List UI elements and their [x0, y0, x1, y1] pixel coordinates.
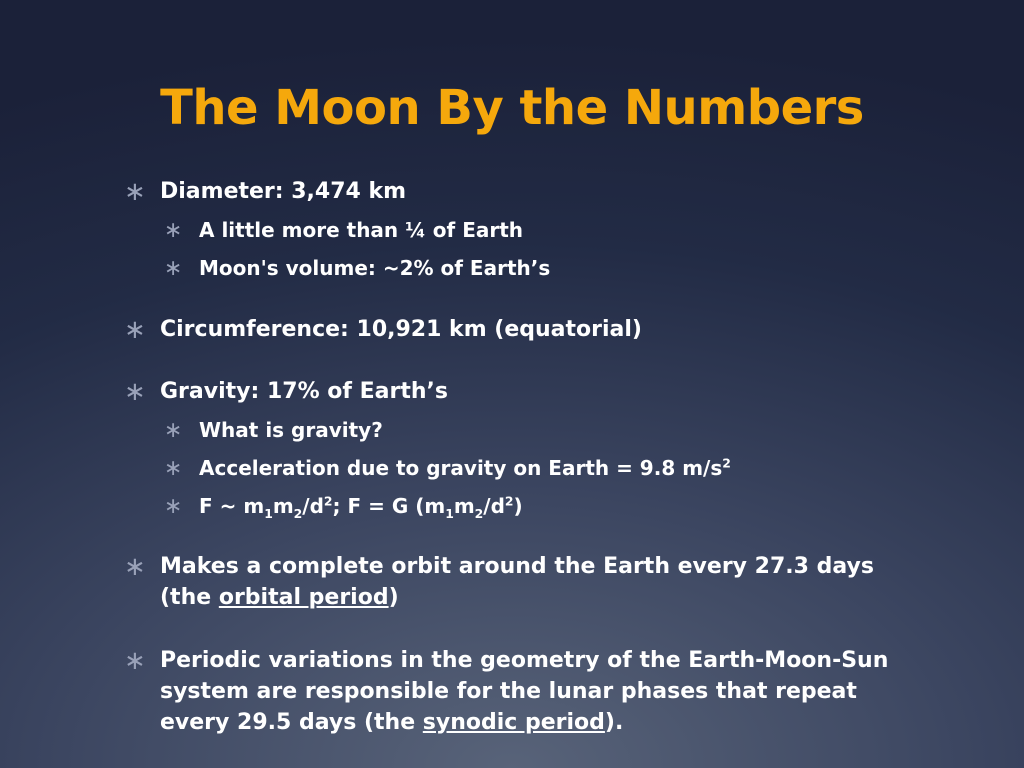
sub-bullet-quarter-earth	[164, 216, 884, 244]
formula-part: /d	[302, 494, 324, 518]
formula-part: /d	[483, 494, 505, 518]
bullet-orbit	[124, 551, 914, 613]
orbit-text-end: )	[388, 585, 399, 610]
bullet-asterisk-icon: ∗	[164, 494, 183, 519]
bullet-asterisk-icon: ∗	[164, 418, 183, 443]
bullet-gravity	[124, 376, 914, 407]
orbit-text: Makes a complete orbit around the Earth every 27.3 days (the	[160, 554, 874, 610]
bullet-asterisk-icon: ∗	[124, 177, 146, 207]
synodic-period-link[interactable]: synodic period	[422, 710, 605, 735]
bullet-text	[160, 551, 914, 613]
formula-part: m	[272, 494, 294, 518]
orbital-period-link[interactable]: orbital period	[218, 585, 389, 610]
subscript: 1	[264, 506, 273, 521]
bullet-asterisk-icon: ∗	[164, 256, 183, 281]
bullet-asterisk-icon: ∗	[124, 552, 146, 582]
acceleration-text: Acceleration due to gravity on Earth = 9.8 m/s	[199, 456, 723, 480]
bullet-diameter	[124, 176, 914, 207]
bullet-text: What is gravity?	[199, 418, 383, 442]
bullet-text	[160, 645, 914, 738]
bullet-text: Gravity: 17% of Earth’s	[160, 379, 448, 404]
subscript: 2	[293, 506, 303, 521]
bullet-text: Circumference: 10,921 km (equatorial)	[160, 317, 642, 342]
formula-part: F ~ m	[199, 494, 265, 518]
slide-title: The Moon By the Numbers	[160, 80, 864, 136]
sub-bullet-acceleration	[164, 454, 884, 482]
bullet-text	[199, 454, 884, 482]
phases-text: Periodic variations in the geometry of the Earth-Moon-Sun system are responsible for the lunar phases that repeat every 29.5 days (the	[160, 648, 889, 735]
bullet-asterisk-icon: ∗	[124, 646, 146, 676]
phases-text-end: ).	[604, 710, 624, 735]
sub-bullet-gravity-formula	[164, 492, 884, 520]
formula-part: )	[513, 494, 523, 518]
bullet-lunar-phases	[124, 645, 914, 738]
subscript: 1	[445, 506, 454, 521]
bullet-asterisk-icon: ∗	[124, 315, 146, 345]
bullet-text: Moon's volume: ~2% of Earth’s	[199, 256, 551, 280]
formula-part: ; F = G (m	[332, 494, 446, 518]
formula-part: m	[453, 494, 475, 518]
formula	[199, 492, 884, 520]
exponent: 2	[722, 455, 731, 471]
subscript: 2	[474, 506, 484, 521]
bullet-text: Diameter: 3,474 km	[160, 179, 407, 204]
bullet-circumference	[124, 314, 914, 345]
bullet-text: A little more than ¼ of Earth	[199, 218, 524, 242]
bullet-asterisk-icon: ∗	[124, 377, 146, 407]
superscript: 2	[323, 493, 333, 509]
bullet-asterisk-icon: ∗	[164, 456, 183, 481]
superscript: 2	[504, 493, 514, 509]
bullet-asterisk-icon: ∗	[164, 218, 183, 243]
sub-bullet-volume	[164, 254, 884, 282]
sub-bullet-what-is-gravity	[164, 416, 884, 444]
